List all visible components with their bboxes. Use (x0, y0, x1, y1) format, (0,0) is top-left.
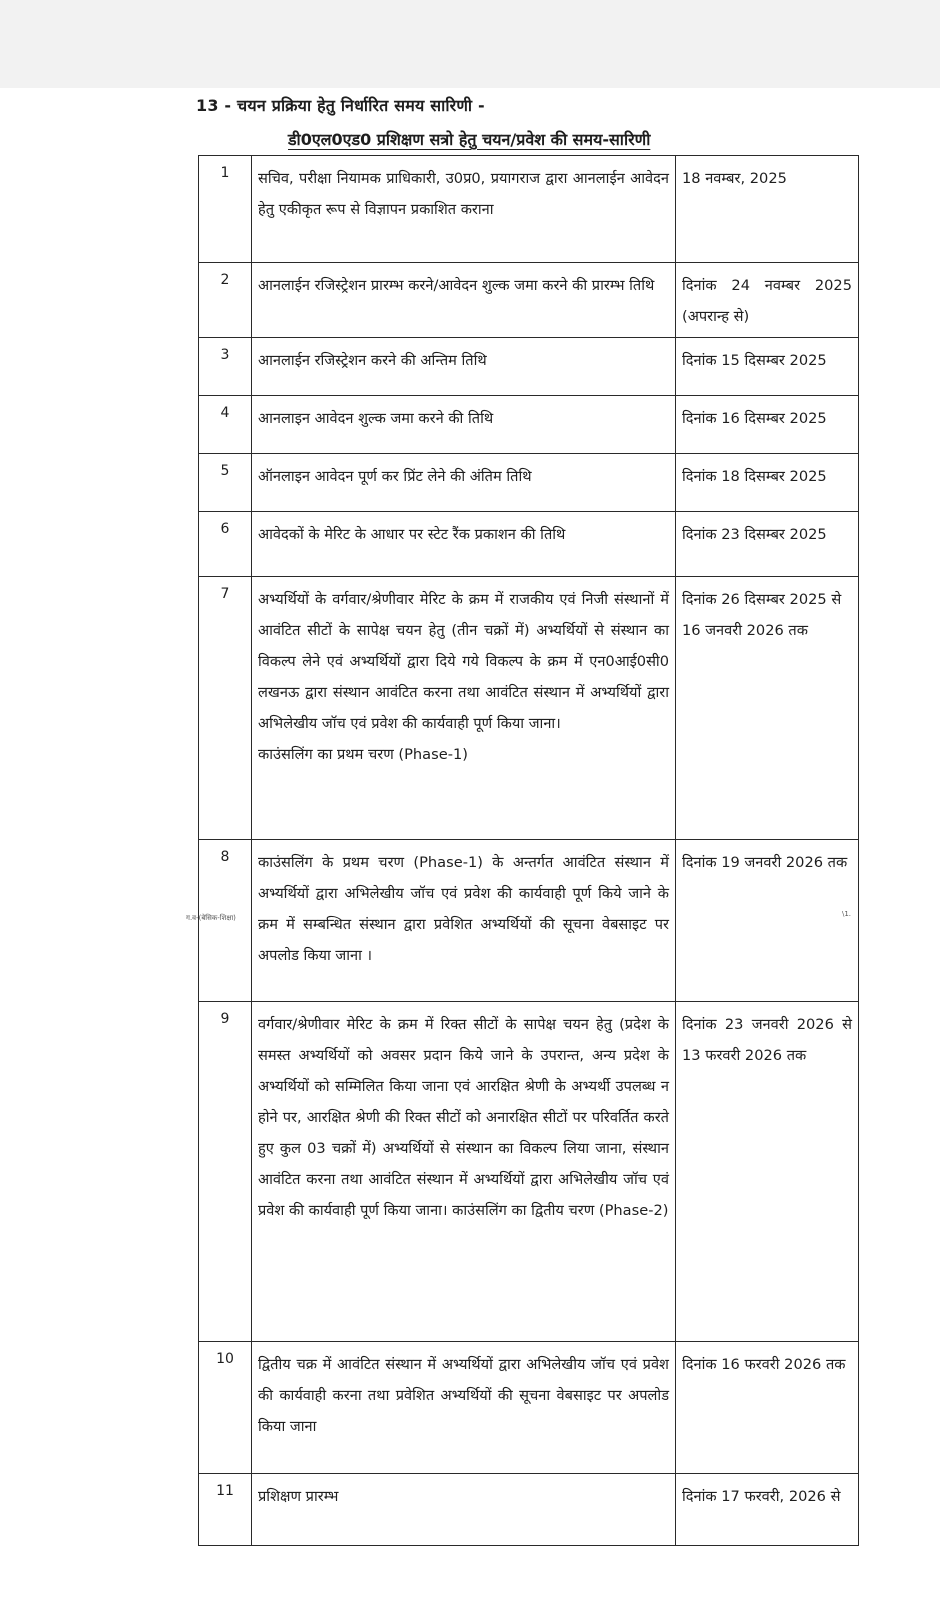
date-end: 16 जनवरी 2026 तक (682, 622, 808, 639)
counselling-phase-label: काउंसलिंग का प्रथम चरण (Phase-1) (258, 746, 468, 763)
table-row (199, 577, 859, 840)
table-row (199, 338, 859, 396)
table-title: डी0एल0एड0 प्रशिक्षण सत्रो हेतु चयन/प्रवेश की समय-सारिणी (288, 130, 651, 149)
activity-cell: आनलाईन रजिस्ट्रेशन करने की अन्तिम तिथि (252, 338, 676, 396)
date-cell: दिनांक 19 जनवरी 2026 तक (676, 840, 859, 1002)
activity-text: अभ्यर्थियों के वर्गवार/श्रेणीवार मेरिट के क्रम में राजकीय एवं निजी संस्थानों में आवंटित सीटों के सापेक्ष चयन हेतु (तीन चक्रों में) अभ्यर्थियों से संस्थान का विकल्प लेने एवं अभ्यर्थियों द्वारा दिये गये विकल्प के क्रम में एन0आई0सी0 लखनऊ द्वारा संस्थान आवंटित करना तथा आवंटित संस्थान में अभ्यर्थियों द्वारा अभिलेखीय जॉच एवं प्रवेश की कार्यवाही पूर्ण किया जाना। (258, 591, 669, 732)
date-cell: दिनांक 16 दिसम्बर 2025 (676, 396, 859, 454)
date-cell: दिनांक 23 जनवरी 2026 से 13 फरवरी 2026 तक (676, 1002, 859, 1342)
margin-mark: \1. (842, 910, 852, 918)
serial-number: 9 (199, 1002, 252, 1342)
date-cell: दिनांक 18 दिसम्बर 2025 (676, 454, 859, 512)
activity-cell: ऑनलाइन आवेदन पूर्ण कर प्रिंट लेने की अंतिम तिथि (252, 454, 676, 512)
serial-number: 8 (199, 840, 252, 1002)
table-row (199, 1474, 859, 1546)
date-cell: दिनांक 24 नवम्बर 2025 (अपरान्ह से) (676, 263, 859, 338)
section-heading: 13 - चयन प्रक्रिया हेतु निर्धारित समय सारिणी - (196, 96, 485, 115)
activity-cell: आनलाईन रजिस्ट्रेशन प्रारम्भ करने/आवेदन शुल्क जमा करने की प्रारम्भ तिथि (252, 263, 676, 338)
serial-number: 4 (199, 396, 252, 454)
table-row (199, 1342, 859, 1474)
date-cell: दिनांक 15 दिसम्बर 2025 (676, 338, 859, 396)
schedule-table (198, 155, 859, 1546)
date-cell: 18 नवम्बर, 2025 (676, 156, 859, 263)
date-cell (676, 577, 859, 840)
date-start: दिनांक 26 दिसम्बर 2025 से (682, 591, 842, 608)
activity-cell: द्वितीय चक्र में आवंटित संस्थान में अभ्यर्थियों द्वारा अभिलेखीय जॉच एवं प्रवेश की कार्यवाही करना तथा प्रवेशित अभ्यर्थियों की सूचना वेबसाइट पर अपलोड किया जाना (252, 1342, 676, 1474)
table-row (199, 396, 859, 454)
serial-number: 3 (199, 338, 252, 396)
activity-cell: काउंसलिंग के प्रथम चरण (Phase-1) के अन्तर्गत आवंटित संस्थान में अभ्यर्थियों द्वारा अभिलेखीय जॉच एवं प्रवेश की कार्यवाही पूर्ण किये जाने के क्रम में सम्बन्धित संस्थान द्वारा प्रवेशित अभ्यर्थियों की सूचना वेबसाइट पर अपलोड किया जाना । (252, 840, 676, 1002)
serial-number: 5 (199, 454, 252, 512)
activity-cell: वर्गवार/श्रेणीवार मेरिट के क्रम में रिक्त सीटों के सापेक्ष चयन हेतु (प्रदेश के समस्त अभ्यर्थियों को अवसर प्रदान किये जाने के उपरान्त, अन्य प्रदेश के अभ्यर्थियों को सम्मिलित किया जाना एवं आरक्षित श्रेणी के अभ्यर्थी उपलब्ध न होने पर, आरक्षित श्रेणी की रिक्त सीटों को अनारक्षित सीटों पर परिवर्तित करते हुए कुल 03 चक्रों में) अभ्यर्थियों से संस्थान का विकल्प लिया जाना, संस्थान आवंटित करना तथा आवंटित संस्थान में अभ्यर्थियों द्वारा अभिलेखीय जॉच एवं प्रवेश की कार्यवाही पूर्ण किया जाना। काउंसलिंग का द्वितीय चरण (Phase-2) (252, 1002, 676, 1342)
activity-cell: आनलाइन आवेदन शुल्क जमा करने की तिथि (252, 396, 676, 454)
date-cell: दिनांक 23 दिसम्बर 2025 (676, 512, 859, 577)
serial-number: 11 (199, 1474, 252, 1546)
margin-note: ग.व-(बेसिक-शिक्षा) (186, 914, 236, 922)
top-blank-band (0, 0, 940, 88)
serial-number: 6 (199, 512, 252, 577)
activity-cell: सचिव, परीक्षा नियामक प्राधिकारी, उ0प्र0, प्रयागराज द्वारा आनलाईन आवेदन हेतु एकीकृत रूप से विज्ञापन प्रकाशित कराना (252, 156, 676, 263)
serial-number: 2 (199, 263, 252, 338)
date-cell: दिनांक 17 फरवरी, 2026 से (676, 1474, 859, 1546)
table-row (199, 156, 859, 263)
document-page (0, 88, 940, 1600)
activity-cell (252, 577, 676, 840)
serial-number: 10 (199, 1342, 252, 1474)
date-cell: दिनांक 16 फरवरी 2026 तक (676, 1342, 859, 1474)
activity-cell: आवेदकों के मेरिट के आधार पर स्टेट रैंक प्रकाशन की तिथि (252, 512, 676, 577)
table-row (199, 263, 859, 338)
activity-cell: प्रशिक्षण प्रारम्भ (252, 1474, 676, 1546)
table-row (199, 840, 859, 1002)
serial-number: 7 (199, 577, 252, 840)
table-row (199, 454, 859, 512)
serial-number: 1 (199, 156, 252, 263)
table-row (199, 512, 859, 577)
table-row (199, 1002, 859, 1342)
